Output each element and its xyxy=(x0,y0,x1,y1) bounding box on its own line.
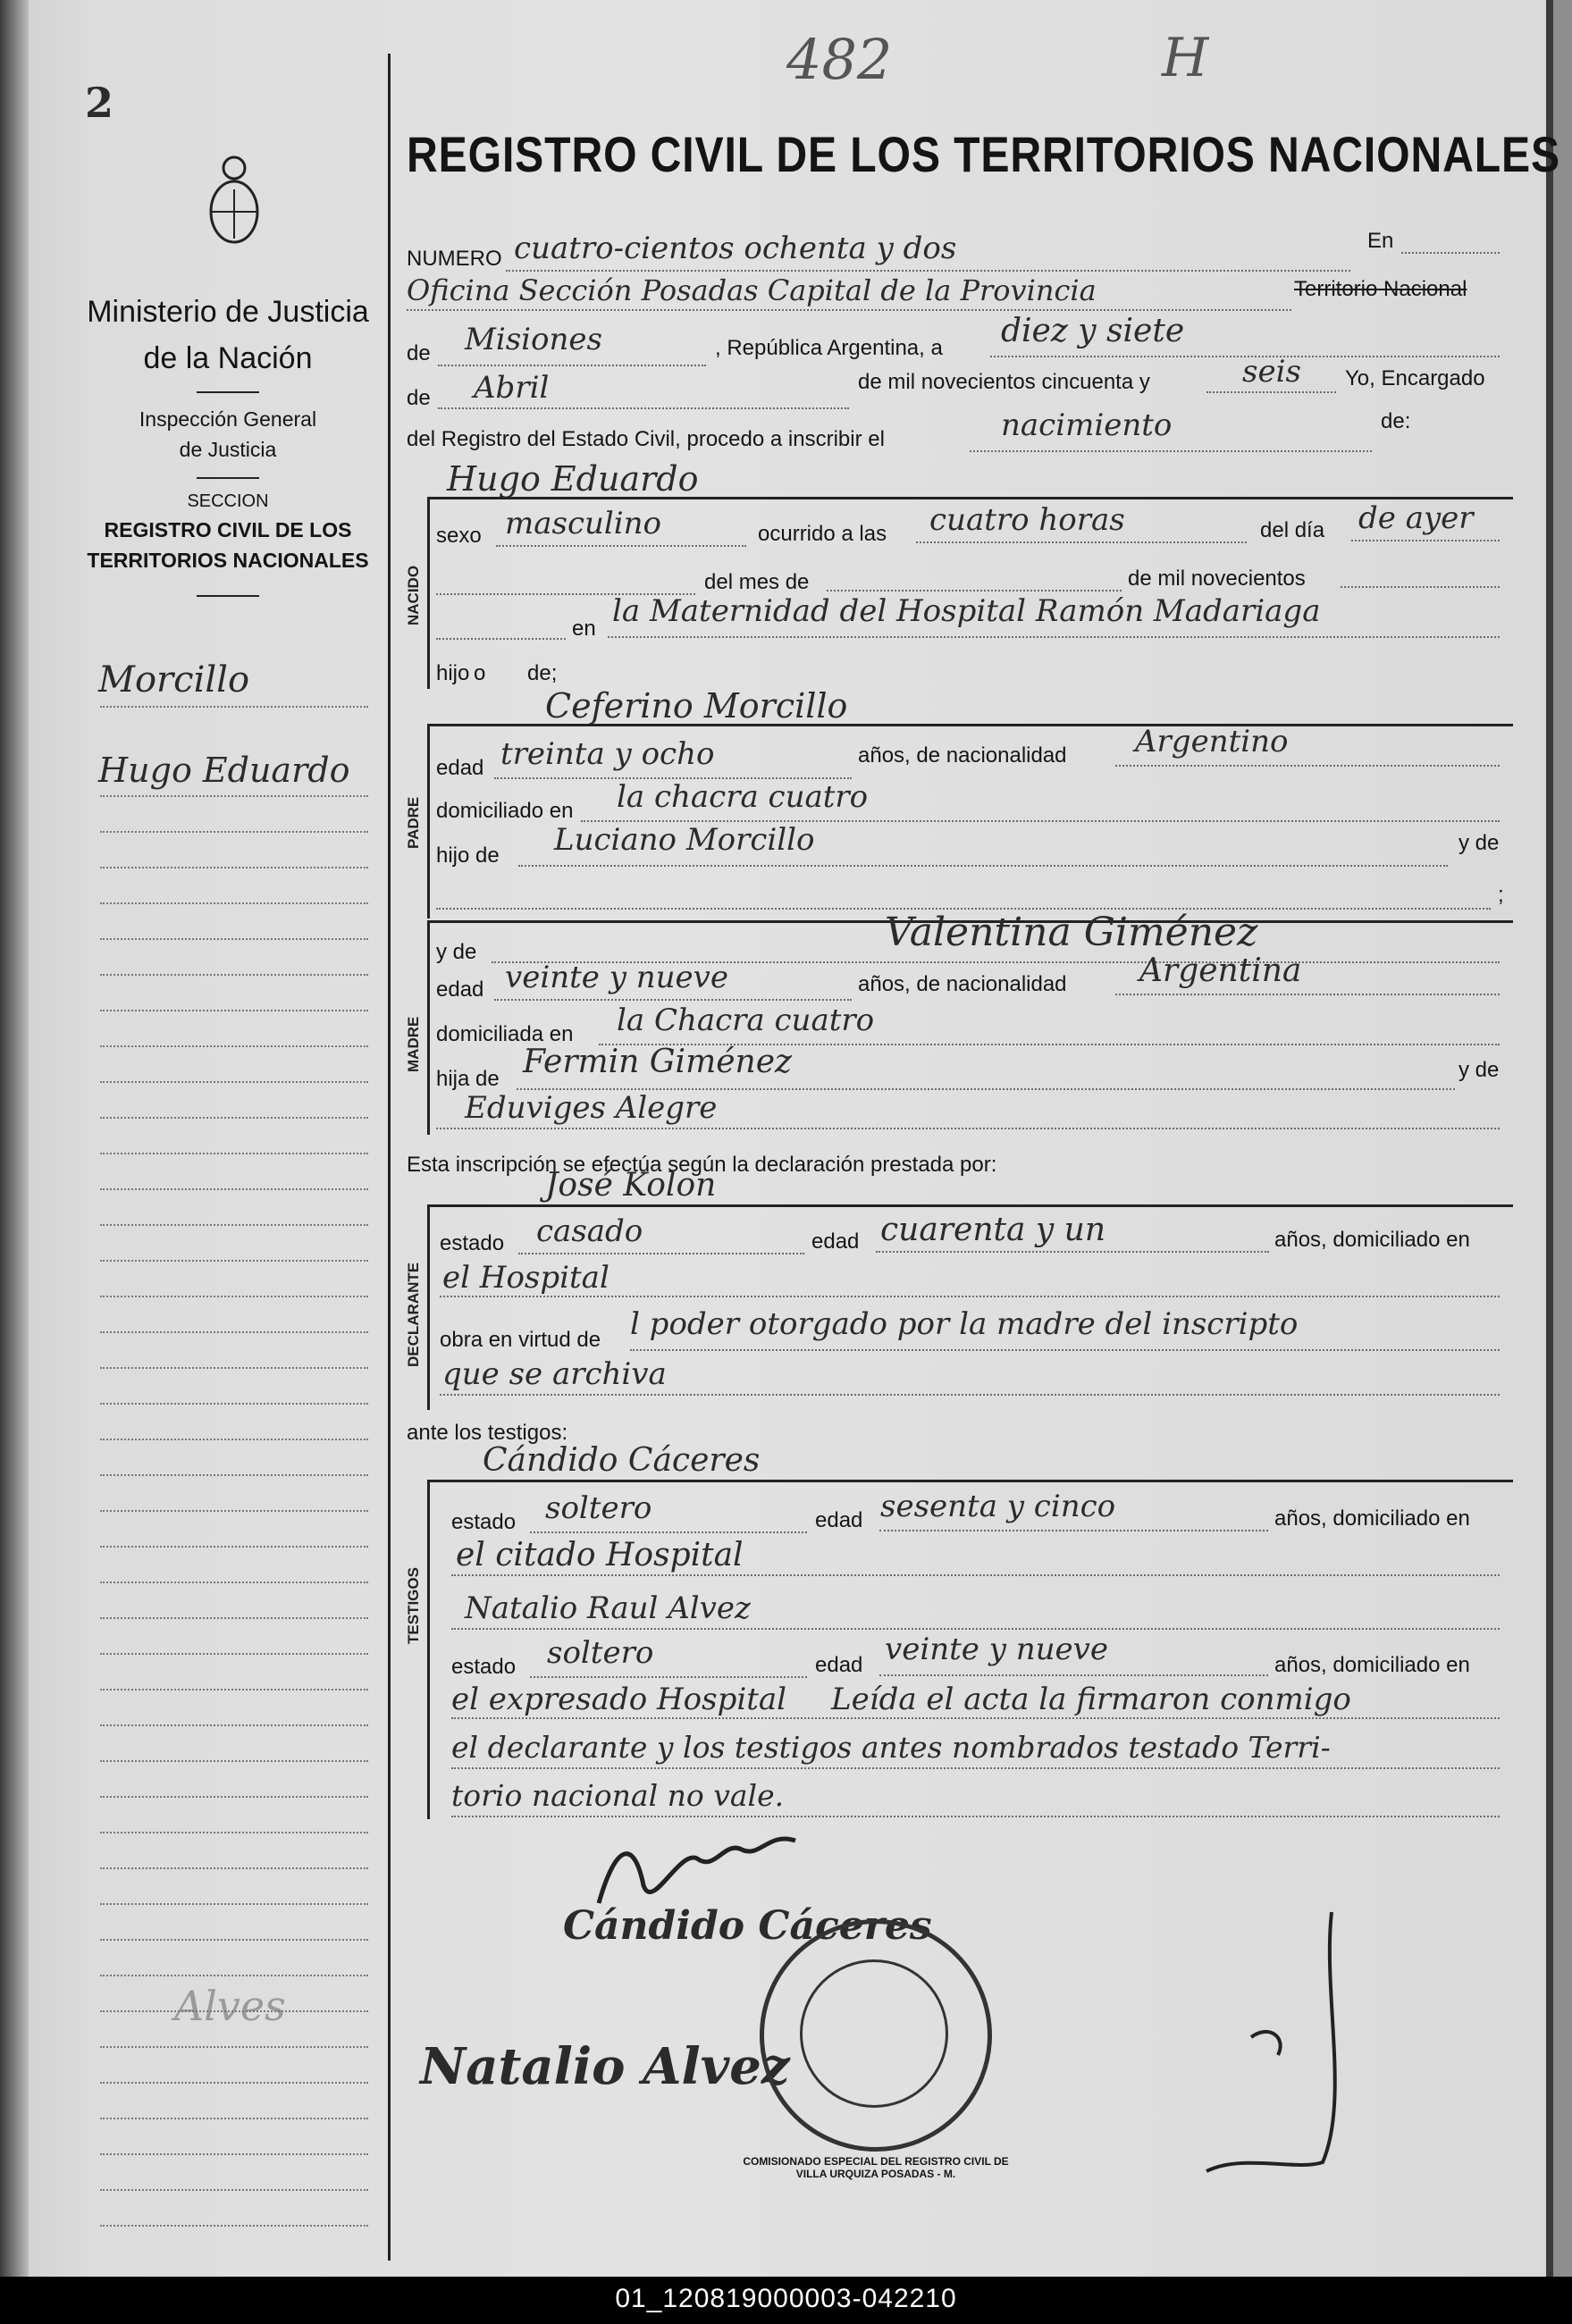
t1-anos-label: años, domiciliado en xyxy=(1274,1506,1470,1531)
field-rule xyxy=(451,1767,1500,1769)
ministry-line1: Ministerio de Justicia xyxy=(87,295,369,329)
hora-value: cuatro horas xyxy=(929,502,1125,538)
sidebar-rule xyxy=(100,1045,368,1047)
section-line2: TERRITORIOS NACIONALES xyxy=(87,549,369,572)
field-rule xyxy=(1341,586,1500,588)
section-label: SECCION xyxy=(187,491,269,511)
registrar-signature xyxy=(1189,1903,1367,2194)
madre-hija-de-label: hija de xyxy=(436,1067,500,1091)
field-rule xyxy=(518,1253,804,1254)
field-rule xyxy=(407,309,1291,311)
field-rule xyxy=(827,590,1122,591)
field-rule xyxy=(451,1574,1500,1576)
field-rule xyxy=(916,541,1247,543)
madre-y-de-label: y de xyxy=(436,940,477,964)
de-label: de xyxy=(407,341,431,365)
sidebar-rule xyxy=(100,1153,368,1154)
declarante-section-label: DECLARANTE xyxy=(405,1262,422,1367)
sidebar-rule xyxy=(100,2118,368,2119)
madre-edad-value: veinte y nueve xyxy=(505,960,728,995)
t1-estado-value: soltero xyxy=(545,1490,652,1526)
sidebar-rule xyxy=(100,1439,368,1440)
declarante-edad-label: edad xyxy=(811,1229,860,1254)
testigo1-name: Cándido Cáceres xyxy=(483,1442,761,1479)
mil-label: de mil novecientos xyxy=(1128,566,1306,591)
yo-label: Yo, Encargado xyxy=(1345,366,1485,390)
sidebar-rule xyxy=(100,2010,368,2012)
numero-label: NUMERO xyxy=(407,247,502,271)
sidebar-rule xyxy=(100,902,368,904)
field-rule xyxy=(436,638,566,640)
madre-de-madre-value: Eduviges Alegre xyxy=(465,1090,718,1126)
padre-domicilio-label: domiciliado en xyxy=(436,799,574,823)
sidebar-rule xyxy=(100,1260,368,1262)
sidebar-rule xyxy=(100,1939,368,1941)
field-rule xyxy=(436,1128,1500,1129)
sidebar-rule xyxy=(100,1188,368,1190)
section-bracket xyxy=(427,920,430,1135)
sidebar-divider xyxy=(197,595,259,597)
handwritten-letter: H xyxy=(1162,27,1209,89)
t1-edad-label: edad xyxy=(815,1508,863,1532)
testigos-intro: ante los testigos: xyxy=(407,1421,568,1445)
declarante-intro: Esta inscripción se efectúa según la declaración prestada por: xyxy=(407,1153,997,1177)
field-rule xyxy=(970,450,1372,452)
signature-natalio: Natalio Alvez xyxy=(420,2037,790,2096)
coat-of-arms-icon xyxy=(207,154,261,256)
stamp-inner-ring xyxy=(800,1959,948,2108)
t1-domicilio-value: el citado Hospital xyxy=(456,1537,744,1573)
section-rule xyxy=(427,1204,1513,1207)
dia-label: del día xyxy=(1260,518,1325,542)
sidebar-rule xyxy=(100,1546,368,1548)
section-rule xyxy=(427,1480,1513,1482)
en-label: En xyxy=(1367,229,1394,253)
t1-edad-value: sesenta y cinco xyxy=(880,1489,1116,1524)
sidebar-divider xyxy=(197,391,259,393)
en-lugar-label: en xyxy=(572,617,596,641)
madre-nacionalidad-value: Argentina xyxy=(1139,952,1302,989)
sidebar-rule xyxy=(100,831,368,833)
field-rule xyxy=(440,1394,1500,1396)
field-rule xyxy=(1115,994,1500,995)
field-rule xyxy=(1401,252,1500,254)
madre-y-de-label2: y de xyxy=(1459,1058,1500,1082)
sidebar-rule xyxy=(100,1331,368,1333)
de2-label: de xyxy=(407,386,431,410)
field-rule xyxy=(451,1717,1500,1719)
sidebar-rule xyxy=(100,1653,368,1655)
sidebar-rule xyxy=(100,1760,368,1762)
field-rule xyxy=(879,1530,1268,1531)
madre-domicilio-label: domiciliada en xyxy=(436,1022,574,1046)
closing-line3: torio nacional no vale. xyxy=(451,1778,785,1813)
padre-edad-label: edad xyxy=(436,756,484,780)
field-rule xyxy=(494,999,852,1001)
declarante-edad-value: cuarenta y un xyxy=(880,1212,1106,1248)
t2-edad-label: edad xyxy=(815,1653,863,1677)
field-rule xyxy=(438,365,706,366)
lugar-value: la Maternidad del Hospital Ramón Madariaga xyxy=(612,593,1321,629)
t2-anos-label: años, domiciliado en xyxy=(1274,1653,1470,1677)
padre-anos-label: años, de nacionalidad xyxy=(858,743,1067,768)
day-value: diez y siete xyxy=(1001,313,1185,349)
sexo-label: sexo xyxy=(436,524,482,548)
declarante-anos-label: años, domiciliado en xyxy=(1274,1228,1470,1252)
margin-surname: Morcillo xyxy=(98,659,250,701)
sidebar-rule xyxy=(100,1867,368,1869)
field-rule xyxy=(630,1349,1500,1351)
field-rule xyxy=(1206,391,1336,393)
declarante-estado-value: casado xyxy=(536,1213,643,1249)
sidebar-rule xyxy=(100,1010,368,1011)
event-value: nacimiento xyxy=(1001,407,1173,443)
sidebar-rule xyxy=(100,1474,368,1476)
stamp-text: COMISIONADO ESPECIAL DEL REGISTRO CIVIL DE VILLA URQUIZA POSADAS - M. xyxy=(743,2155,1009,2180)
section-bracket xyxy=(427,724,430,919)
section-rule xyxy=(427,497,1513,499)
handwritten-number: 482 xyxy=(786,27,893,92)
obra-value: l poder otorgado por la madre del inscripto xyxy=(630,1306,1299,1342)
padre-end-mark: ; xyxy=(1498,883,1504,907)
month-value: Abril xyxy=(474,370,550,406)
sidebar-rule xyxy=(100,706,368,708)
section-bracket xyxy=(427,497,430,689)
obra-label: obra en virtud de xyxy=(440,1328,601,1352)
page-title: REGISTRO CIVIL DE LOS TERRITORIOS NACIONALES xyxy=(407,126,1561,182)
madre-hija-de-value: Fermin Giménez xyxy=(523,1044,792,1080)
field-rule xyxy=(451,1628,1500,1630)
t2-estado-label: estado xyxy=(451,1655,517,1679)
sidebar-rule xyxy=(100,974,368,976)
sexo-value: masculino xyxy=(505,506,662,541)
sidebar-rule xyxy=(100,1367,368,1369)
sidebar-rule xyxy=(100,1403,368,1405)
madre-name: Valentina Giménez xyxy=(885,910,1258,955)
padre-section-label: PADRE xyxy=(405,796,422,849)
sidebar-rule xyxy=(100,1117,368,1119)
closing-line1: Leída el acta la firmaron conmigo xyxy=(831,1682,1351,1717)
field-rule xyxy=(440,1296,1500,1297)
dia-value: de ayer xyxy=(1358,500,1474,536)
sidebar-rule xyxy=(100,867,368,868)
madre-edad-label: edad xyxy=(436,977,484,1002)
padre-domicilio-value: la chacra cuatro xyxy=(617,779,869,815)
sidebar-rule xyxy=(100,2082,368,2084)
sidebar-rule xyxy=(100,1832,368,1833)
de3-label: de: xyxy=(1381,409,1411,433)
field-rule xyxy=(530,1676,807,1678)
inspection-line2: de Justicia xyxy=(179,438,277,461)
inspection-line1: Inspección General xyxy=(139,407,317,431)
closing-line2: el declarante y los testigos antes nombrados testado Terri- xyxy=(451,1730,1331,1765)
sidebar-rule xyxy=(100,2046,368,2048)
field-rule xyxy=(608,636,1500,638)
province-value: Misiones xyxy=(465,322,602,357)
sidebar-rule xyxy=(100,1903,368,1905)
sidebar-rule xyxy=(100,1224,368,1226)
nacido-name: Hugo Eduardo xyxy=(447,459,699,499)
margin-note: Alves xyxy=(174,1982,286,2030)
hijo-label: hijo xyxy=(436,661,470,685)
field-rule xyxy=(1115,765,1500,767)
madre-domicilio-value: la Chacra cuatro xyxy=(617,1003,875,1038)
page-number: 2 xyxy=(85,79,114,127)
margin-given-names: Hugo Eduardo xyxy=(98,751,350,790)
mes-label: del mes de xyxy=(704,570,810,594)
year-label: de mil novecientos cincuenta y xyxy=(858,370,1150,394)
obra-value2: que se archiva xyxy=(442,1356,667,1392)
ocurrido-label: ocurrido a las xyxy=(758,522,887,546)
padre-y-de-label: y de xyxy=(1459,831,1500,855)
sidebar-rule xyxy=(100,1724,368,1726)
t2-estado-value: soltero xyxy=(547,1635,654,1671)
sidebar-rule xyxy=(100,1689,368,1691)
ministry-line2: de la Nación xyxy=(143,341,313,375)
sidebar-rule xyxy=(100,1081,368,1083)
field-rule xyxy=(530,1531,807,1533)
padre-name: Ceferino Morcillo xyxy=(545,686,848,726)
field-rule xyxy=(451,1816,1500,1817)
field-rule xyxy=(496,545,746,547)
field-rule xyxy=(506,270,1350,272)
nacido-section-label: NACIDO xyxy=(405,565,422,625)
registro-label: del Registro del Estado Civil, procedo a inscribir el xyxy=(407,427,885,451)
t2-edad-value: veinte y nueve xyxy=(885,1632,1108,1667)
sidebar-rule xyxy=(100,1296,368,1297)
signature-candido: Cándido Cáceres xyxy=(563,1903,932,1949)
testigos-section-label: TESTIGOS xyxy=(405,1567,422,1644)
madre-section-label: MADRE xyxy=(405,1016,422,1072)
section-bracket xyxy=(427,1480,430,1819)
section-bracket xyxy=(427,1204,430,1410)
madre-anos-label: años, de nacionalidad xyxy=(858,972,1067,996)
padre-hijo-de-label: hijo de xyxy=(436,843,500,868)
hijo-suffix: o xyxy=(474,661,486,685)
sidebar-rule xyxy=(100,1510,368,1512)
column-divider xyxy=(388,54,391,2261)
field-rule xyxy=(518,865,1448,867)
field-rule xyxy=(438,407,849,409)
padre-edad-value: treinta y ocho xyxy=(500,736,715,772)
declarante-estado-label: estado xyxy=(440,1231,505,1255)
registry-stamp xyxy=(760,1919,992,2152)
place-value: Oficina Sección Posadas Capital de la Provincia xyxy=(407,273,1097,307)
sidebar-rule xyxy=(100,1975,368,1976)
declarante-name: José Kolon xyxy=(545,1167,717,1204)
section-rule xyxy=(427,724,1513,726)
section-line1: REGISTRO CIVIL DE LOS xyxy=(104,518,352,541)
image-id-label: 01_120819000003-042210 xyxy=(615,2284,957,2313)
sidebar-rule xyxy=(100,938,368,940)
year-value: seis xyxy=(1242,354,1301,390)
t2-domicilio-value: el expresado Hospital xyxy=(451,1682,787,1717)
sidebar-rule xyxy=(100,2225,368,2227)
field-rule xyxy=(1351,540,1500,541)
republica-label: , República Argentina, a xyxy=(715,336,943,360)
hijo-de-label: de; xyxy=(527,661,558,685)
field-rule xyxy=(879,1674,1268,1676)
declarante-domicilio-value: el Hospital xyxy=(442,1260,609,1296)
padre-nacionalidad-value: Argentino xyxy=(1135,724,1289,759)
sidebar-divider xyxy=(197,477,259,479)
sidebar-rule xyxy=(100,2153,368,2155)
sidebar-rule xyxy=(100,1617,368,1619)
padre-hijo-de-value: Luciano Morcillo xyxy=(554,822,815,858)
territorio-label: Territorio Nacional xyxy=(1294,277,1467,301)
field-rule xyxy=(876,1251,1269,1253)
numero-value: cuatro-cientos ochenta y dos xyxy=(514,231,957,266)
testigo2-name: Natalio Raul Alvez xyxy=(465,1590,751,1626)
binding-spine xyxy=(0,0,29,2277)
t1-estado-label: estado xyxy=(451,1510,517,1534)
sidebar-rule xyxy=(100,795,368,797)
sidebar-rule xyxy=(100,2189,368,2191)
sidebar-rule xyxy=(100,1796,368,1798)
sidebar-rule xyxy=(100,1581,368,1583)
